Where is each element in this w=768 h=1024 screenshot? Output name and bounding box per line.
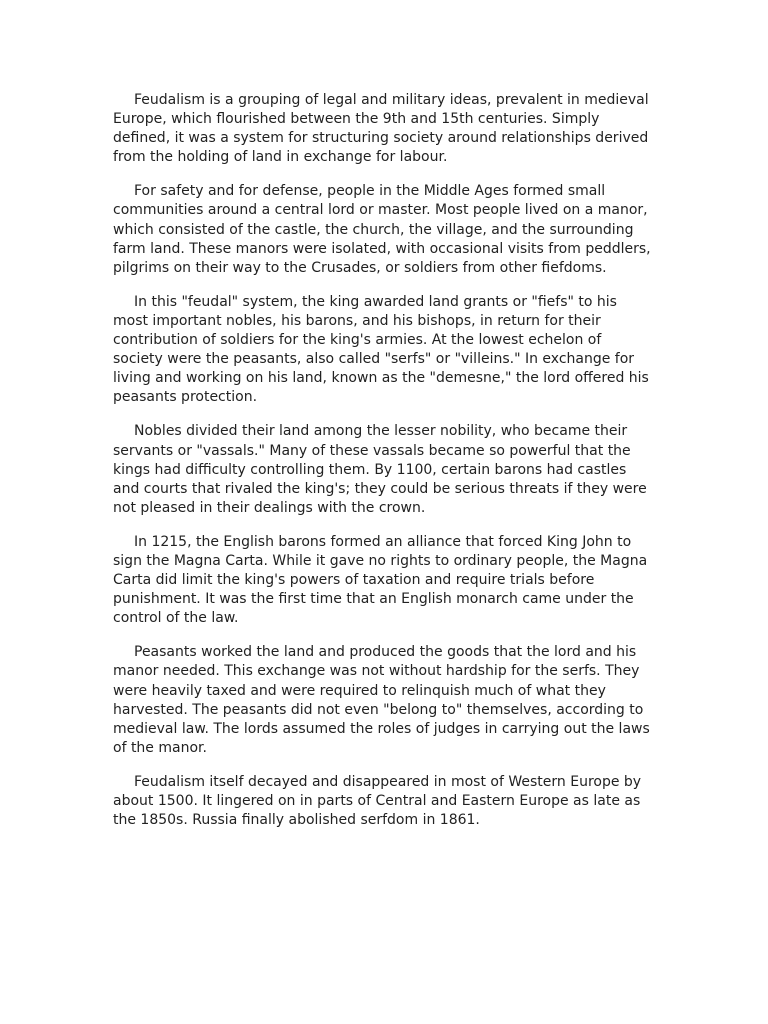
- paragraph-nobles-vassals: Nobles divided their land among the lesser nobility, who became their servants or "vassals." Many of these vassals became so powerful that the kings had difficulty controlling them. By 1100, certain barons had castles and courts that rivaled the king's; they could be serious threats if they were not pleased in their dealings with the crown.: [113, 423, 647, 516]
- paragraph-manor-life: For safety and for defense, people in the Middle Ages formed small communities around a central lord or master. Most people lived on a manor, which consisted of the castle, the church, the village, and the surrounding farm land. These manors were isolated, with occasional visits from peddlers, pilgrims on their way to the Crusades, or soldiers from other fiefdoms.: [113, 183, 651, 276]
- paragraph-definition: Feudalism is a grouping of legal and military ideas, prevalent in medieval Europe, which flourished between the 9th and 15th centuries. Simply defined, it was a system for structuring society around relationships derived from the holding of land in exchange for labour.: [113, 92, 649, 166]
- paragraph-magna-carta: In 1215, the English barons formed an alliance that forced King John to sign the Magna Carta. While it gave no rights to ordinary people, the Magna Carta did limit the king's powers of taxation and require trials before punishment. It was the first time that an English monarch came under the control of the law.: [113, 533, 648, 627]
- paragraph-peasants: Peasants worked the land and produced the goods that the lord and his manor needed. This exchange was not without hardship for the serfs. They were heavily taxed and were required to relinquish much of what they harvested. The peasants did not even "belong to" themselves, according to medieval law. The lords assumed the roles of judges in carrying out the laws of the manor.: [113, 644, 650, 756]
- paragraph-feudal-system: In this "feudal" system, the king awarded land grants or "fiefs" to his most important nobles, his barons, and his bishops, in return for their contribution of soldiers for the king's armies. At the lowest echelon of society were the peasants, also called "serfs" or "villeins." In exchange for living and working on his land, known as the "demesne," the lord offered his peasants protection.: [113, 293, 649, 406]
- paragraph-decline: Feudalism itself decayed and disappeared in most of Western Europe by about 1500. It lingered on in parts of Central and Eastern Europe as late as the 1850s. Russia finally abolished serfdom in 1861.: [113, 773, 642, 829]
- document-page: [113, 91, 653, 845]
